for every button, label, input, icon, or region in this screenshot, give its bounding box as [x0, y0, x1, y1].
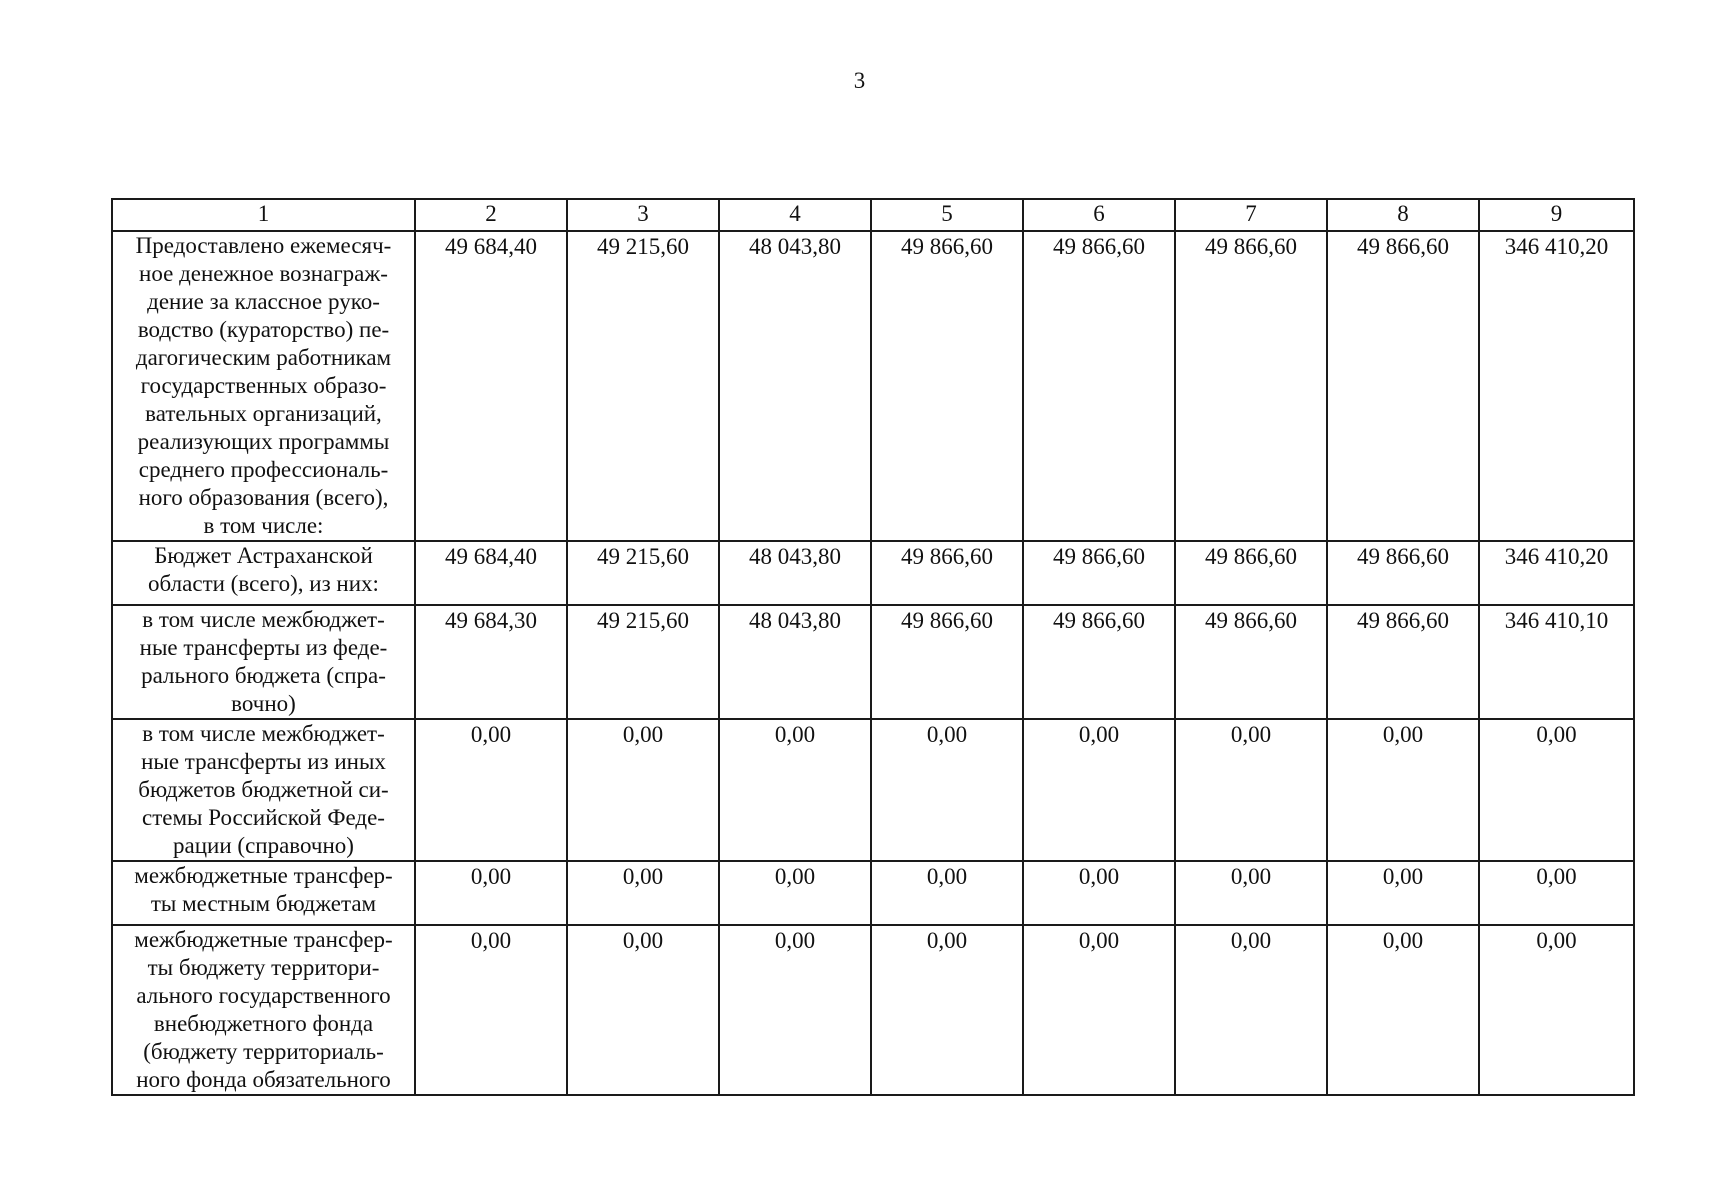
cell-value: 0,00 — [567, 719, 719, 861]
column-header: 3 — [567, 199, 719, 231]
cell-value: 49 215,60 — [567, 231, 719, 541]
cell-value: 0,00 — [1479, 861, 1634, 925]
table-row — [112, 925, 1634, 1095]
row-label — [112, 719, 415, 861]
cell-value: 0,00 — [1023, 861, 1175, 925]
header-row — [112, 199, 1634, 231]
row-label-line: водство (кураторство) пе- — [137, 317, 390, 342]
cell-value: 0,00 — [1175, 719, 1327, 861]
row-label-line: области (всего), из них: — [148, 571, 379, 596]
cell-value: 49 866,60 — [1327, 605, 1479, 719]
column-header: 5 — [871, 199, 1023, 231]
row-label-line: ального государственного — [136, 983, 391, 1008]
row-label-line: ные трансферты из феде- — [139, 635, 388, 660]
cell-value: 49 866,60 — [871, 541, 1023, 605]
cell-value: 49 866,60 — [1023, 541, 1175, 605]
row-label-line: реализующих программы — [137, 429, 390, 454]
cell-value: 0,00 — [1327, 719, 1479, 861]
cell-value: 0,00 — [719, 925, 871, 1095]
cell-value: 49 866,60 — [871, 605, 1023, 719]
cell-value: 49 684,40 — [415, 541, 567, 605]
cell-value: 49 866,60 — [1327, 541, 1479, 605]
row-label-line: государственных образо- — [140, 373, 387, 398]
row-label — [112, 605, 415, 719]
cell-value: 0,00 — [1479, 925, 1634, 1095]
cell-value: 48 043,80 — [719, 605, 871, 719]
cell-value: 0,00 — [415, 719, 567, 861]
column-header: 9 — [1479, 199, 1634, 231]
table-row — [112, 861, 1634, 925]
budget-table — [111, 198, 1635, 1096]
cell-value: 49 866,60 — [1023, 231, 1175, 541]
cell-value: 0,00 — [871, 925, 1023, 1095]
row-label-line: рального бюджета (спра- — [141, 663, 386, 688]
page-number: 3 — [853, 68, 866, 93]
cell-value: 49 684,30 — [415, 605, 567, 719]
cell-value: 49 866,60 — [1175, 605, 1327, 719]
cell-value: 0,00 — [567, 925, 719, 1095]
row-label-line: ты бюджету территори- — [147, 955, 380, 980]
row-label-line: стемы Российской Феде- — [142, 805, 385, 830]
table-row — [112, 231, 1634, 541]
cell-value: 49 684,40 — [415, 231, 567, 541]
cell-value: 49 866,60 — [1175, 231, 1327, 541]
cell-value: 0,00 — [871, 719, 1023, 861]
cell-value: 0,00 — [567, 861, 719, 925]
cell-value: 49 866,60 — [871, 231, 1023, 541]
row-label-line: Бюджет Астраханской — [154, 543, 373, 568]
cell-value: 49 866,60 — [1023, 605, 1175, 719]
cell-value: 0,00 — [1175, 861, 1327, 925]
column-header: 1 — [112, 199, 415, 231]
row-label-line: вательных организаций, — [145, 401, 382, 426]
cell-value: 48 043,80 — [719, 541, 871, 605]
cell-value: 0,00 — [1327, 925, 1479, 1095]
row-label-line: дагогическим работникам — [135, 345, 392, 370]
cell-value: 48 043,80 — [719, 231, 871, 541]
cell-value: 0,00 — [1327, 861, 1479, 925]
row-label — [112, 861, 415, 925]
cell-value: 0,00 — [1175, 925, 1327, 1095]
row-label-line: вочно) — [231, 691, 296, 716]
cell-value: 49 215,60 — [567, 605, 719, 719]
row-label-line: среднего профессиональ- — [138, 457, 389, 482]
cell-value: 0,00 — [1479, 719, 1634, 861]
row-label-line: (бюджету территориаль- — [143, 1039, 384, 1064]
row-label-line: в том числе: — [203, 513, 324, 538]
cell-value: 0,00 — [415, 861, 567, 925]
row-label-line: рации (справочно) — [173, 833, 354, 858]
row-label-line: в том числе межбюджет- — [142, 607, 385, 632]
cell-value: 0,00 — [719, 861, 871, 925]
table-row — [112, 605, 1634, 719]
cell-value: 0,00 — [1023, 925, 1175, 1095]
row-label-line: ты местным бюджетам — [150, 891, 377, 916]
row-label-line: ного образования (всего), — [138, 485, 389, 510]
row-label-line: ные трансферты из иных — [141, 749, 386, 774]
cell-value: 49 866,60 — [1175, 541, 1327, 605]
column-header: 2 — [415, 199, 567, 231]
cell-value: 346 410,20 — [1479, 541, 1634, 605]
table-row — [112, 719, 1634, 861]
cell-value: 0,00 — [415, 925, 567, 1095]
cell-value: 0,00 — [719, 719, 871, 861]
row-label-line: бюджетов бюджетной си- — [138, 777, 389, 802]
column-header: 7 — [1175, 199, 1327, 231]
cell-value: 49 866,60 — [1327, 231, 1479, 541]
row-label — [112, 541, 415, 605]
row-label — [112, 925, 415, 1095]
cell-value: 346 410,20 — [1479, 231, 1634, 541]
column-header: 4 — [719, 199, 871, 231]
cell-value: 346 410,10 — [1479, 605, 1634, 719]
row-label-line: межбюджетные трансфер- — [134, 863, 393, 888]
cell-value: 0,00 — [871, 861, 1023, 925]
row-label-line: внебюджетного фонда — [153, 1011, 374, 1036]
column-header: 8 — [1327, 199, 1479, 231]
table-row — [112, 541, 1634, 605]
row-label-line: дение за классное руко- — [147, 289, 380, 314]
row-label-line: ное денежное вознаграж- — [139, 261, 388, 286]
row-label — [112, 231, 415, 541]
cell-value: 0,00 — [1023, 719, 1175, 861]
column-header: 6 — [1023, 199, 1175, 231]
cell-value: 49 215,60 — [567, 541, 719, 605]
row-label-line: ного фонда обязательного — [136, 1067, 391, 1092]
row-label-line: Предоставлено ежемесяч- — [135, 233, 392, 258]
row-label-line: межбюджетные трансфер- — [134, 927, 393, 952]
row-label-line: в том числе межбюджет- — [142, 721, 385, 746]
